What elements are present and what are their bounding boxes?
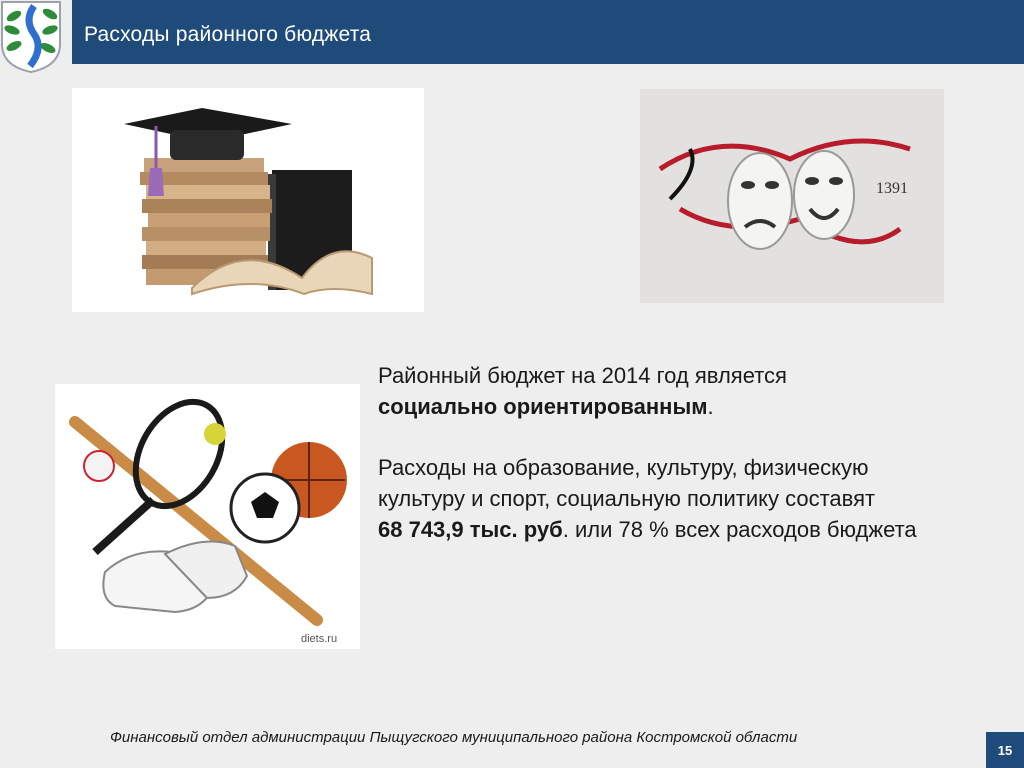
p2-line3 [378,514,1018,545]
masks-caption: 1391 [876,180,908,197]
p1-end: . [707,394,714,419]
p2-bold-amount: 68 743,9 тыс. руб [378,517,563,542]
p2-line2: культуру и спорт, социальную политику составят [378,486,876,511]
sports-watermark: diets.ru [301,633,338,645]
slide-title: Расходы районного бюджета [84,23,372,46]
footer-org-text: Финансовый отдел администрации Пыщугского муниципального района Костромской области [110,729,798,746]
p2-end: . или 78 % всех расходов бюджета [562,517,917,542]
theater-masks-image [640,89,944,303]
coat-of-arms-icon [0,0,62,74]
sports-equipment-image [55,384,360,649]
p2-line1: Расходы на образование, культуру, физическую [378,455,869,480]
p1-bold: социально ориентированным [378,394,708,419]
page-number: 15 [986,732,1024,768]
p1-line2 [378,391,1018,422]
paragraph-social-orientation [378,360,1018,422]
paragraph-expenses [378,452,1018,545]
books-graduation-cap-image [72,88,424,312]
p1-line1: Районный бюджет на 2014 год является [378,363,787,388]
